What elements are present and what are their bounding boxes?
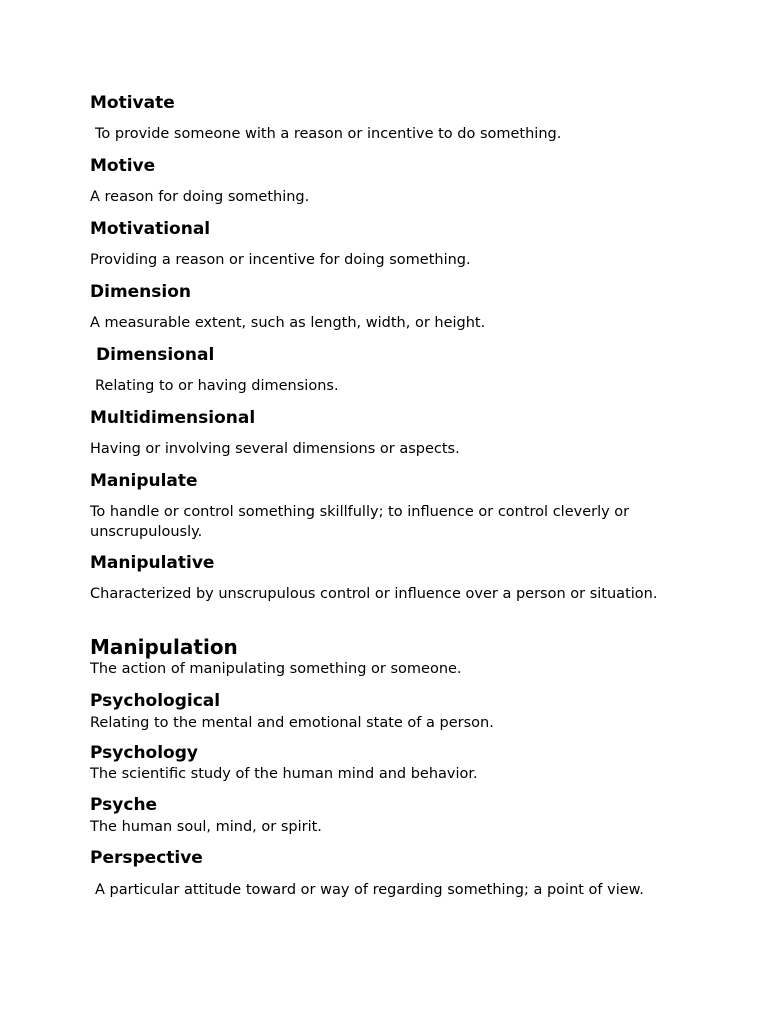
- entry-manipulation: [90, 635, 680, 679]
- term-definition: Characterized by unscrupulous control or influence over a person or situation.: [90, 586, 658, 602]
- entry-perspective: [90, 848, 680, 900]
- term-definition: A measurable extent, such as length, width, or height.: [90, 315, 486, 331]
- term-heading: Manipulative: [90, 553, 215, 573]
- term-heading: Psyche: [90, 795, 158, 815]
- term-heading: Multidimensional: [90, 408, 256, 428]
- entry-psyche: [90, 795, 680, 837]
- term-heading: Perspective: [90, 848, 203, 868]
- term-heading: Dimensional: [96, 345, 215, 365]
- term-definition: A reason for doing something.: [90, 189, 310, 205]
- term-heading: Motive: [90, 156, 156, 176]
- term-heading: Psychology: [90, 743, 198, 763]
- term-definition: Relating to or having dimensions.: [95, 378, 339, 394]
- term-heading: Dimension: [90, 282, 192, 302]
- term-definition: To provide someone with a reason or incentive to do something.: [95, 126, 562, 142]
- term-heading: Manipulate: [90, 471, 198, 491]
- term-definition: To handle or control something skillfully; to influence or control cleverly or unscrupulously.: [90, 504, 630, 540]
- term-definition: The human soul, mind, or spirit.: [90, 819, 322, 835]
- term-definition: A particular attitude toward or way of regarding something; a point of view.: [95, 882, 644, 898]
- term-heading: Manipulation: [90, 635, 238, 659]
- entry-multidimensional: [90, 408, 680, 459]
- term-definition: Providing a reason or incentive for doing something.: [90, 252, 471, 268]
- entry-psychology: [90, 743, 680, 784]
- entry-manipulative: [90, 553, 680, 604]
- entry-manipulate: [90, 471, 680, 542]
- entry-motive: [90, 156, 680, 207]
- entry-motivational: [90, 219, 680, 270]
- entry-dimensional: [90, 345, 680, 396]
- entry-dimension: [90, 282, 680, 333]
- term-definition: The scientific study of the human mind and behavior.: [90, 766, 478, 782]
- term-definition: Relating to the mental and emotional state of a person.: [90, 715, 494, 731]
- term-definition: Having or involving several dimensions or aspects.: [90, 441, 460, 457]
- entry-motivate: [90, 93, 680, 144]
- term-heading: Motivational: [90, 219, 211, 239]
- entry-psychological: [90, 691, 680, 733]
- term-heading: Motivate: [90, 93, 175, 113]
- term-heading: Psychological: [90, 691, 221, 711]
- term-definition: The action of manipulating something or someone.: [90, 661, 462, 677]
